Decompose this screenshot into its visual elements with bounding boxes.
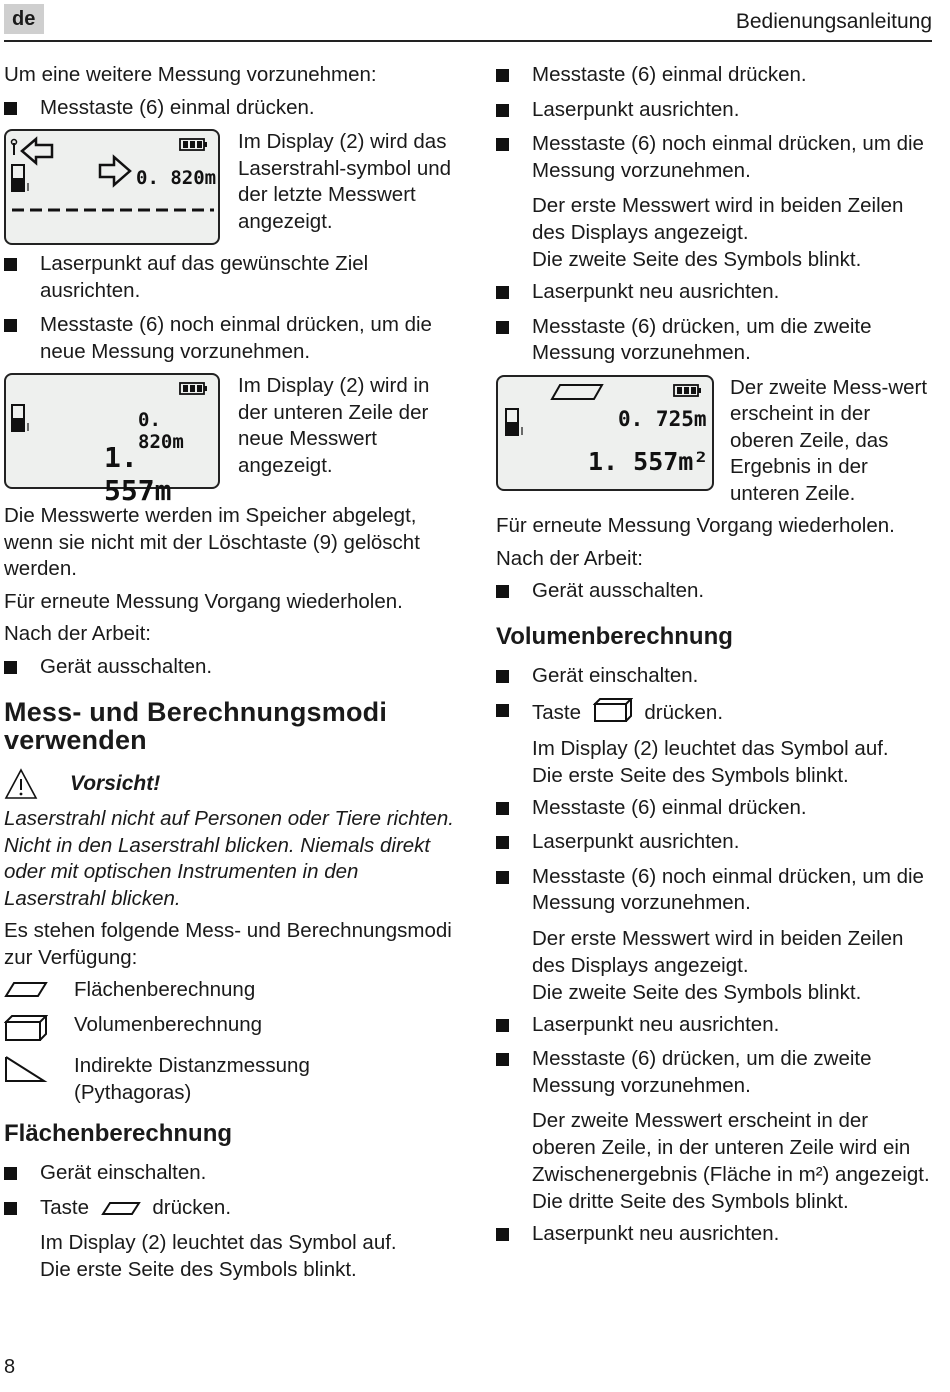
- display-caption: Der zweite Mess-wert erscheint in der oberen Zeile, das Ergebnis in der unteren Zeile.: [730, 375, 928, 505]
- bullet-item: Messtaste (6) einmal drücken.: [496, 795, 936, 822]
- bullet-item: [4, 1195, 454, 1222]
- volume-box-icon: [4, 1014, 48, 1042]
- bullet-item: Laserpunkt neu ausrichten.: [496, 279, 936, 306]
- indented-text: Die dritte Seite des Symbols blinkt.: [532, 1190, 849, 1213]
- bullet-text-post: drücken.: [152, 1195, 232, 1219]
- display-caption: Im Display (2) wird das Laserstrahl-symbol und der letzte Messwert angezeigt.: [238, 130, 452, 233]
- bullet-item: Messtaste (6) einmal drücken.: [496, 62, 936, 89]
- bullet-item: Laserpunkt auf das gewünschte Ziel ausrichten.: [4, 251, 454, 304]
- bullet-item: Laserpunkt neu ausrichten.: [496, 1221, 936, 1248]
- mode-item-volume: [4, 1012, 454, 1047]
- left-column: [4, 62, 454, 1289]
- bullet-item: Messtaste (6) noch einmal drücken, um die Messung vorzunehmen.: [496, 864, 936, 917]
- lcd-reading-top: 0. 725m: [618, 406, 707, 431]
- lcd-display-icon: [4, 373, 220, 507]
- mode-label: Flächenberechnung: [74, 978, 256, 1001]
- bullet-text-pre: Taste: [532, 701, 581, 724]
- indented-text: Die erste Seite des Symbols blinkt.: [532, 763, 849, 787]
- page-number: 8: [4, 1356, 16, 1378]
- warning-triangle-icon: [4, 768, 38, 800]
- bullet-item: Laserpunkt neu ausrichten.: [496, 1012, 936, 1039]
- mode-label: Indirekte Distanzmessung (Pythagoras): [74, 1054, 310, 1104]
- right-column: [496, 62, 936, 1256]
- mode-item-pythagoras: [4, 1053, 454, 1106]
- section-heading: Mess- und Berechnungsmodi verwenden: [4, 697, 388, 755]
- indented-text: Die zweite Seite des Symbols blinkt.: [532, 248, 862, 271]
- display-figure-3: [496, 375, 936, 508]
- indented-text: Im Display (2) leuchtet das Symbol auf.: [532, 736, 889, 760]
- paragraph: Nach der Arbeit:: [496, 546, 643, 570]
- indented-text: Der erste Messwert wird in beiden Zeilen des Displays angezeigt.: [532, 926, 904, 977]
- lcd-reading-bottom: 1. 557m: [104, 441, 172, 507]
- indented-text: Der zweite Messwert erscheint in der oberen Zeile, in der unteren Zeile wird ein Zwischenergebnis (Fläche in m²) angezeigt.: [532, 1109, 930, 1186]
- indented-text: Der erste Messwert wird in beiden Zeilen des Displays angezeigt.: [532, 194, 904, 244]
- lcd-reading-top: 0. 820m: [138, 409, 184, 453]
- paragraph: Die Messwerte werden im Speicher abgelegt, wenn sie nicht mit der Löschtaste (9) gelöscht werden.: [4, 504, 420, 580]
- bullet-text-pre: Taste: [40, 1195, 89, 1219]
- header-rule: [4, 40, 932, 42]
- volume-box-icon: [593, 697, 633, 723]
- lcd-display-icon: [496, 375, 714, 491]
- mode-label: Volumenberechnung: [74, 1013, 263, 1036]
- area-parallelogram-icon: [101, 1200, 141, 1218]
- bullet-item: Messtaste (6) noch einmal drücken, um die Messung vorzunehmen.: [496, 131, 936, 184]
- indented-text: Die zweite Seite des Symbols blinkt.: [532, 980, 862, 1004]
- lcd-display-icon: [4, 129, 220, 245]
- area-parallelogram-icon: [4, 979, 48, 1001]
- bullet-item: Messtaste (6) drücken, um die zweite Messung vorzunehmen.: [496, 1046, 936, 1099]
- section-heading: Volumenberechnung: [496, 622, 733, 650]
- bullet-item: Messtaste (6) drücken, um die zweite Messung vorzunehmen.: [496, 314, 936, 367]
- section-heading: Flächenberechnung: [4, 1120, 233, 1147]
- bullet-item: Messtaste (6) noch einmal drücken, um die neue Messung vorzunehmen.: [4, 312, 454, 365]
- bullet-item: Gerät einschalten.: [496, 663, 936, 690]
- bullet-item: Laserpunkt ausrichten.: [496, 97, 936, 124]
- indented-text: Im Display (2) leuchtet das Symbol auf.: [40, 1231, 397, 1254]
- bullet-item: Gerät einschalten.: [4, 1160, 454, 1187]
- paragraph: Für erneute Messung Vorgang wiederholen.: [4, 589, 403, 613]
- lcd-reading: 0. 820m: [136, 167, 217, 189]
- bullet-item: Messtaste (6) einmal drücken.: [4, 95, 454, 122]
- lcd-reading-bottom: 1. 557m²: [588, 446, 709, 476]
- bullet-item: [496, 697, 936, 727]
- bullet-item: Gerät ausschalten.: [496, 578, 936, 605]
- display-figure-2: [4, 373, 454, 507]
- display-caption: Im Display (2) wird in der unteren Zeile der neue Messwert angezeigt.: [238, 374, 430, 477]
- warning-text: Laserstrahl nicht auf Personen oder Tiere richten. Nicht in den Laserstrahl blicken. Niemals direkt oder mit optischen Instrumenten in den Laserstrahl blicken.: [4, 807, 454, 910]
- bullet-item: Gerät ausschalten.: [4, 654, 454, 681]
- mode-item-area: [4, 977, 454, 1006]
- warning-header: [4, 768, 454, 800]
- indented-text: Die erste Seite des Symbols blinkt.: [40, 1258, 357, 1281]
- paragraph: Nach der Arbeit:: [4, 622, 151, 645]
- display-figure-1: [4, 129, 454, 245]
- bullet-item: Laserpunkt ausrichten.: [496, 829, 936, 856]
- pythagoras-triangle-icon: [4, 1055, 48, 1083]
- paragraph: Für erneute Messung Vorgang wiederholen.: [496, 514, 895, 537]
- warning-title: Vorsicht!: [70, 772, 161, 795]
- paragraph: Es stehen folgende Mess- und Berechnungsmodi zur Verfügung:: [4, 919, 452, 969]
- language-tag: de: [4, 4, 44, 34]
- intro-text: Um eine weitere Messung vorzunehmen:: [4, 63, 377, 86]
- bullet-text-post: drücken.: [644, 701, 724, 724]
- header-title: Bedienungsanleitung: [735, 10, 932, 33]
